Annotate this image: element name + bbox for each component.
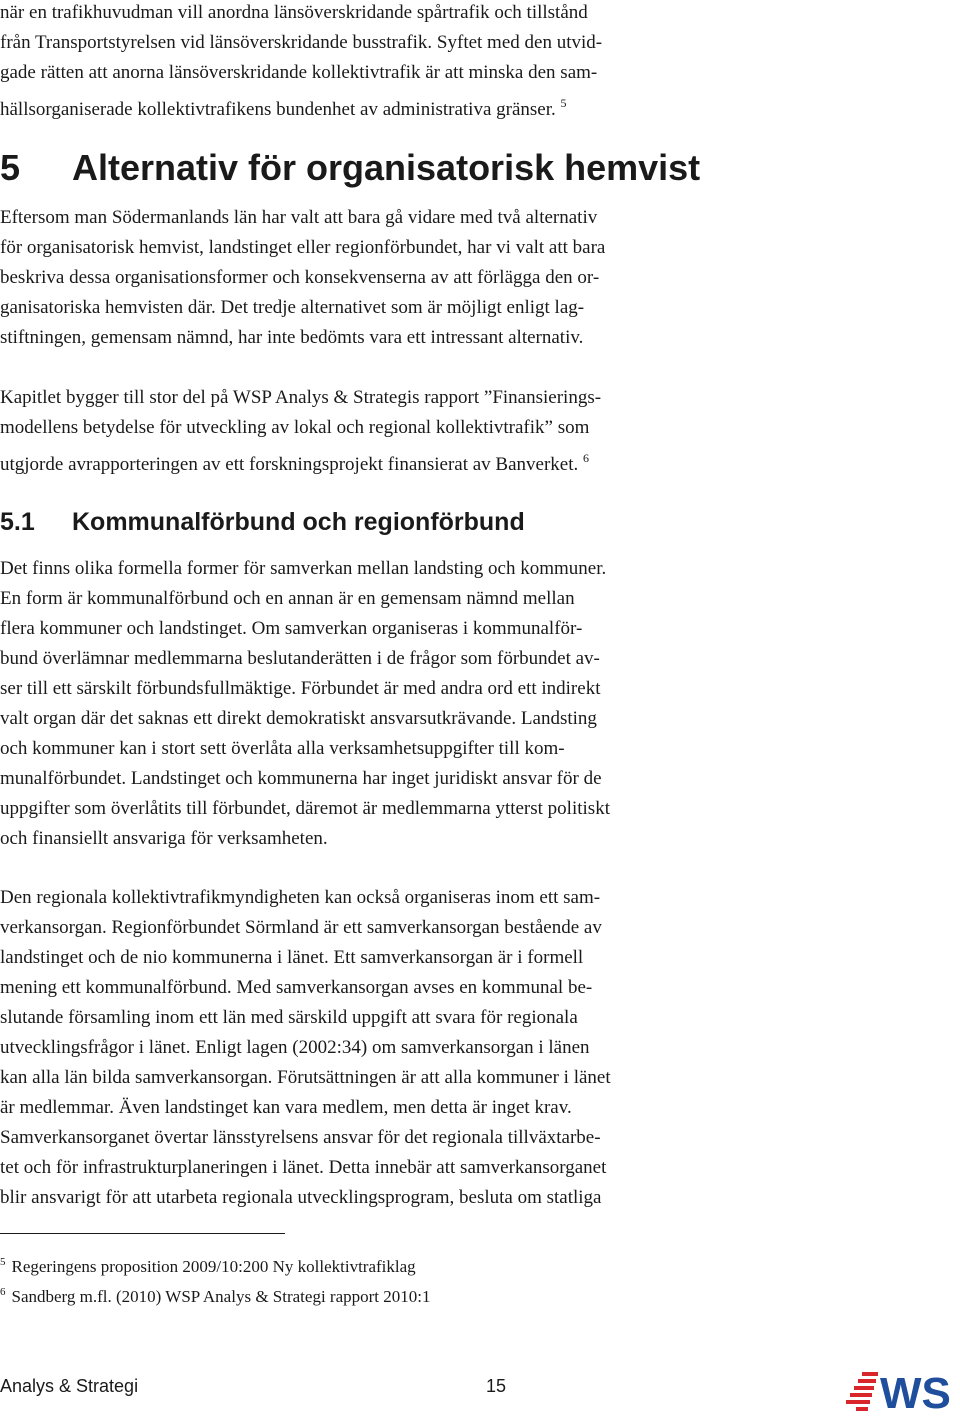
intro-line: från Transportstyrelsen vid länsöverskridande busstrafik. Syftet med den utvid- (0, 32, 603, 53)
section51-para1-line: flera kommuner och landstinget. Om samverkan organiseras i kommunalför- (0, 618, 583, 639)
section5-para2-line: Kapitlet bygger till stor del på WSP Analys & Strategis rapport ”Finansierings- (0, 387, 602, 408)
section51-para2-line: verkansorgan. Regionförbundet Sörmland är ett samverkansorgan bestående av (0, 917, 602, 938)
footnote-text: Sandberg m.fl. (2010) WSP Analys & Strategi rapport 2010:1 (11, 1287, 431, 1306)
section51-para1-line: En form är kommunalförbund och en annan är en gemensam nämnd mellan (0, 588, 575, 609)
wsp-logo (846, 1366, 960, 1412)
section51-para1-line: och kommuner kan i stort sett överlåta alla verksamhetsuppgifter till kom- (0, 738, 565, 759)
page-number: 15 (486, 1376, 507, 1396)
section51-para1-line: uppgifter som överlåtits till förbundet, däremot är medlemmarna ytterst politiskt (0, 798, 610, 819)
section5-para2-line (0, 443, 589, 480)
footnote-5 (0, 1250, 416, 1279)
section5-para1-line: stiftningen, gemensam nämnd, har inte bedömts vara ett intressant alternativ. (0, 327, 584, 348)
section51-para2-line: blir ansvarigt för att utarbeta regionala utvecklingsprogram, besluta om statliga (0, 1187, 602, 1208)
section-title: Alternativ för organisatorisk hemvist (72, 147, 701, 188)
intro-line-text: hällsorganiserade kollektivtrafikens bundenhet av administrativa gränser. (0, 99, 556, 120)
section51-para1-line: och finansiellt ansvariga för verksamheten. (0, 828, 328, 849)
section51-para1-line: bund överlämnar medlemmarna beslutanderätten i de frågor som förbundet av- (0, 648, 600, 669)
section-5-1-heading (0, 505, 525, 539)
footer-org-name: Analys & Strategi (0, 1376, 139, 1396)
footnote-divider (0, 1233, 285, 1234)
section51-para2-line: slutande församling inom ett län med särskild uppgift att svara för regionala (0, 1007, 578, 1028)
section51-para2-line: utvecklingsfrågor i länet. Enligt lagen (2002:34) om samverkansorgan i länen (0, 1037, 590, 1058)
logo-text: WS (880, 1369, 951, 1412)
section51-para2-line: tet och för infrastrukturplaneringen i länet. Detta innebär att samverkansorganet (0, 1157, 607, 1178)
section5-para2-text: utgjorde avrapporteringen av ett forskningsprojekt finansierat av Banverket. (0, 454, 579, 475)
section51-para2-line: kan alla län bilda samverkansorgan. Förutsättningen är att alla kommuner i länet (0, 1067, 611, 1088)
section5-para2-line: modellens betydelse för utveckling av lokal och regional kollektivtrafik” som (0, 417, 590, 438)
section51-para1-line: valt organ där det saknas ett direkt demokratiskt ansvarsutkrävande. Landsting (0, 708, 597, 729)
section5-para1-line: beskriva dessa organisationsformer och konsekvenserna av att förlägga den or- (0, 267, 600, 288)
section-title: Kommunalförbund och regionförbund (72, 508, 525, 536)
section-number: 5 (0, 147, 21, 188)
section51-para2-line: mening ett kommunalförbund. Med samverkansorgan avses en kommunal be- (0, 977, 593, 998)
intro-line: när en trafikhuvudman vill anordna länsöverskridande spårtrafik och tillstånd (0, 2, 588, 23)
section-5-heading (0, 146, 700, 190)
section5-para1-line: för organisatorisk hemvist, landstinget eller regionförbundet, har vi valt att bara (0, 237, 606, 258)
intro-line: gade rätten att anorna länsöverskridande kollektivtrafik är att minska den sam- (0, 62, 598, 83)
section51-para2-line: Samverkansorganet övertar länsstyrelsens ansvar för det regionala tillväxtarbe- (0, 1127, 601, 1148)
intro-line (0, 88, 567, 125)
logo-stripes-icon (846, 1372, 878, 1411)
section5-para1-line: ganisatoriska hemvisten där. Det tredje alternativet som är möjligt enligt lag- (0, 297, 585, 318)
footnote-6 (0, 1280, 430, 1309)
footnote-number: 5 (0, 1256, 6, 1268)
footnote-ref-6[interactable]: 6 (583, 451, 589, 465)
section51-para1-line: ser till ett särskilt förbundsfullmäktige. Förbundet är med andra ord ett indirekt (0, 678, 601, 699)
footnote-number: 6 (0, 1286, 6, 1298)
footnote-ref-5[interactable]: 5 (560, 96, 567, 110)
section-number: 5.1 (0, 508, 35, 536)
section51-para2-line: Den regionala kollektivtrafikmyndigheten kan också organiseras inom ett sam- (0, 887, 601, 908)
section51-para2-line: landstinget och de nio kommunerna i länet. Ett samverkansorgan är i formell (0, 947, 584, 968)
section5-para1-line: Eftersom man Södermanlands län har valt att bara gå vidare med två alternativ (0, 207, 598, 228)
section51-para1-line: Det finns olika formella former för samverkan mellan landsting och kommuner. (0, 558, 607, 579)
section51-para1-line: munalförbundet. Landstinget och kommunerna har inget juridiskt ansvar för de (0, 768, 602, 789)
footnote-text: Regeringens proposition 2009/10:200 Ny kollektivtrafiklag (11, 1257, 416, 1276)
section51-para2-line: är medlemmar. Även landstinget kan vara medlem, men detta är inget krav. (0, 1097, 572, 1118)
